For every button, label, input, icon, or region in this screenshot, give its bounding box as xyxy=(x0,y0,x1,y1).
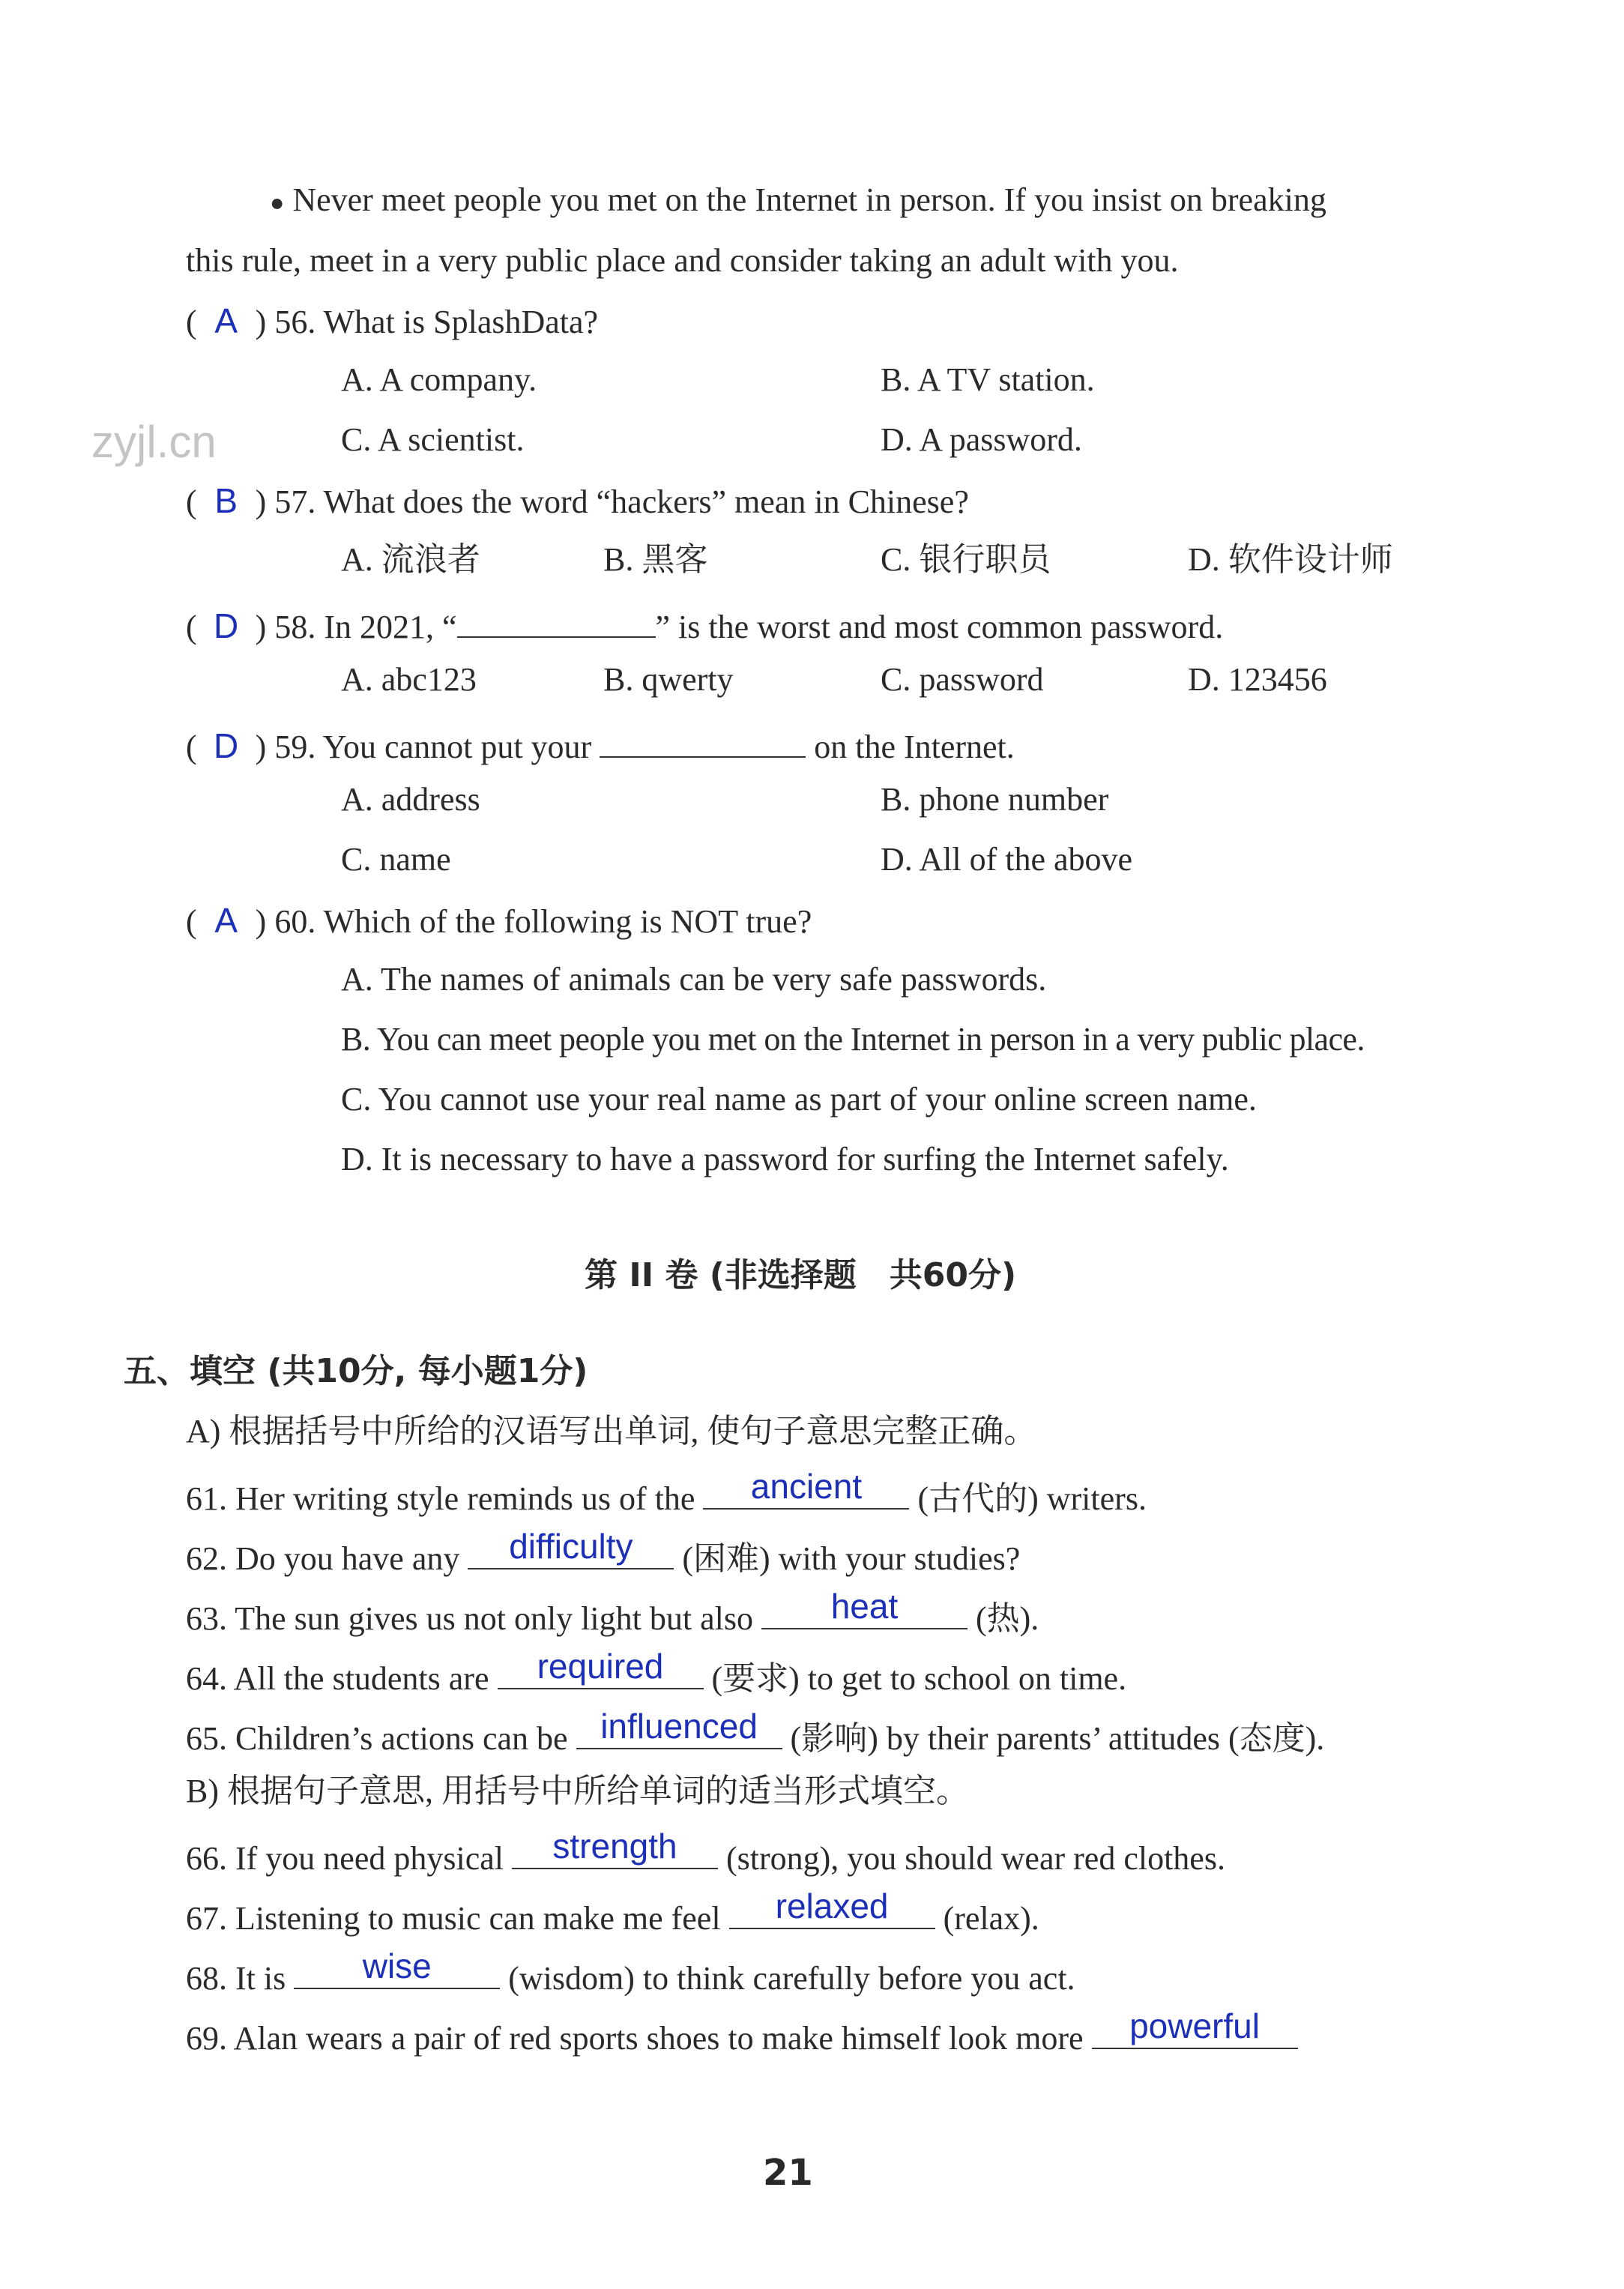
option-60-a: A. The names of animals can be very safe passwords. xyxy=(341,961,1047,998)
fill-69 xyxy=(186,2006,1298,2057)
option-56-a: A. A company. xyxy=(341,361,537,398)
fill-61 xyxy=(186,1467,1147,1517)
option-59-a: A. address xyxy=(341,781,480,818)
fill-61-pre: 61. Her writing style reminds us of the xyxy=(186,1480,695,1517)
fill-65 xyxy=(186,1707,1325,1757)
stem-59-pre: 59. You cannot put your xyxy=(274,729,592,765)
blank-61 xyxy=(703,1467,909,1510)
answer-62: difficulty xyxy=(509,1527,633,1566)
part-a-instruction: A) 根据括号中所给的汉语写出单词, 使句子意思完整正确。 xyxy=(186,1413,1037,1450)
answer-56: A xyxy=(214,301,238,340)
blank-59 xyxy=(600,723,806,758)
fill-66-post: (strong), you should wear red clothes. xyxy=(726,1840,1225,1877)
blank-69 xyxy=(1092,2006,1298,2049)
blank-67 xyxy=(729,1887,935,1929)
option-56-b: B. A TV station. xyxy=(881,361,1095,398)
question-56: ( A ) 56. What is SplashData? xyxy=(186,301,599,340)
bullet: ● xyxy=(270,189,285,216)
fill-68 xyxy=(186,1946,1075,1997)
answer-57: B xyxy=(214,481,238,520)
answer-61: ancient xyxy=(750,1467,863,1506)
question-57: ( B ) 57. What does the word “hackers” mean in Chinese? xyxy=(186,481,969,520)
intro-line-2: this rule, meet in a very public place and consider taking an adult with you. xyxy=(186,242,1179,279)
fill-63-post: (热). xyxy=(975,1600,1039,1637)
option-60-b: B. You can meet people you met on the Internet in person in a very public place. xyxy=(341,1021,1365,1058)
fill-66 xyxy=(186,1827,1225,1877)
answer-63: heat xyxy=(830,1587,899,1626)
answer-67: relaxed xyxy=(775,1887,889,1925)
blank-63 xyxy=(761,1587,968,1629)
option-58-d: D. 123456 xyxy=(1188,661,1327,698)
fill-66-pre: 66. If you need physical xyxy=(186,1840,504,1877)
watermark: zyjl.cn xyxy=(91,417,217,467)
answer-58: D xyxy=(214,606,239,645)
option-60-d: D. It is necessary to have a password for surfing the Internet safely. xyxy=(341,1141,1229,1177)
option-59-d: D. All of the above xyxy=(881,841,1133,878)
fill-63 xyxy=(186,1587,1039,1637)
question-59: ( D ) 59. You cannot put your on the Internet. xyxy=(186,723,1015,764)
answer-60: A xyxy=(214,901,238,940)
blank-58 xyxy=(457,603,656,638)
fill-68-post: (wisdom) to think carefully before you act. xyxy=(508,1960,1075,1997)
fill-67 xyxy=(186,1887,1039,1937)
option-59-b: B. phone number xyxy=(881,781,1109,818)
answer-69: powerful xyxy=(1129,2006,1260,2045)
blank-66 xyxy=(512,1827,718,1869)
stem-58-pre: 58. In 2021, “ xyxy=(274,609,457,645)
blank-65 xyxy=(576,1707,782,1749)
option-57-a: A. 流浪者 xyxy=(341,541,480,578)
question-60: ( A ) 60. Which of the following is NOT true? xyxy=(186,901,812,940)
blank-68 xyxy=(294,1946,500,1989)
page-number: 21 xyxy=(763,2152,813,2194)
stem-60: 60. Which of the following is NOT true? xyxy=(274,903,812,940)
fill-64-post: (要求) to get to school on time. xyxy=(711,1660,1127,1697)
section-2-title: 第 II 卷 (非选择题 共60分) xyxy=(585,1256,1017,1294)
answer-64: required xyxy=(537,1647,664,1686)
stem-59-post: on the Internet. xyxy=(814,729,1015,765)
option-57-b: B. 黑客 xyxy=(603,541,708,578)
stem-58-post: ” is the worst and most common password. xyxy=(655,609,1224,645)
part-5-title: 五、填空 (共10分, 每小题1分) xyxy=(124,1352,588,1390)
question-58: ( D ) 58. In 2021, “ ” is the worst and most common password. xyxy=(186,603,1223,644)
answer-59: D xyxy=(214,726,239,765)
stem-57: 57. What does the word “hackers” mean in Chinese? xyxy=(274,483,969,520)
blank-64 xyxy=(498,1647,704,1689)
blank-62 xyxy=(468,1527,674,1569)
option-57-c: C. 银行职员 xyxy=(881,541,1051,578)
answer-66: strength xyxy=(552,1827,677,1866)
option-58-c: C. password xyxy=(881,661,1044,698)
fill-62-post: (困难) with your studies? xyxy=(682,1540,1021,1577)
option-57-d: D. 软件设计师 xyxy=(1188,541,1393,578)
intro-text-1: Never meet people you met on the Internet in person. If you insist on breaking xyxy=(292,181,1326,218)
option-60-c: C. You cannot use your real name as part of your online screen name. xyxy=(341,1081,1257,1118)
fill-68-pre: 68. It is xyxy=(186,1960,286,1997)
stem-56: 56. What is SplashData? xyxy=(274,304,599,340)
fill-62-pre: 62. Do you have any xyxy=(186,1540,460,1577)
option-56-d: D. A password. xyxy=(881,421,1082,458)
fill-63-pre: 63. The sun gives us not only light but also xyxy=(186,1600,753,1637)
option-56-c: C. A scientist. xyxy=(341,421,525,458)
option-59-c: C. name xyxy=(341,841,451,878)
fill-69-pre: 69. Alan wears a pair of red sports shoes to make himself look more xyxy=(186,2020,1084,2057)
answer-68: wise xyxy=(362,1946,432,1985)
answer-65: influenced xyxy=(600,1707,758,1746)
fill-65-pre: 65. Children’s actions can be xyxy=(186,1720,568,1757)
option-58-b: B. qwerty xyxy=(603,661,734,698)
fill-62 xyxy=(186,1527,1021,1577)
intro-line-1 xyxy=(270,181,1326,218)
fill-65-post: (影响) by their parents’ attitudes (态度). xyxy=(790,1720,1325,1757)
fill-64 xyxy=(186,1647,1127,1697)
part-b-instruction: B) 根据句子意思, 用括号中所给单词的适当形式填空。 xyxy=(186,1773,969,1809)
fill-61-post: (古代的) writers. xyxy=(917,1480,1147,1517)
fill-64-pre: 64. All the students are xyxy=(186,1660,489,1697)
fill-67-pre: 67. Listening to music can make me feel xyxy=(186,1900,721,1937)
option-58-a: A. abc123 xyxy=(341,661,477,698)
fill-67-post: (relax). xyxy=(943,1900,1039,1937)
